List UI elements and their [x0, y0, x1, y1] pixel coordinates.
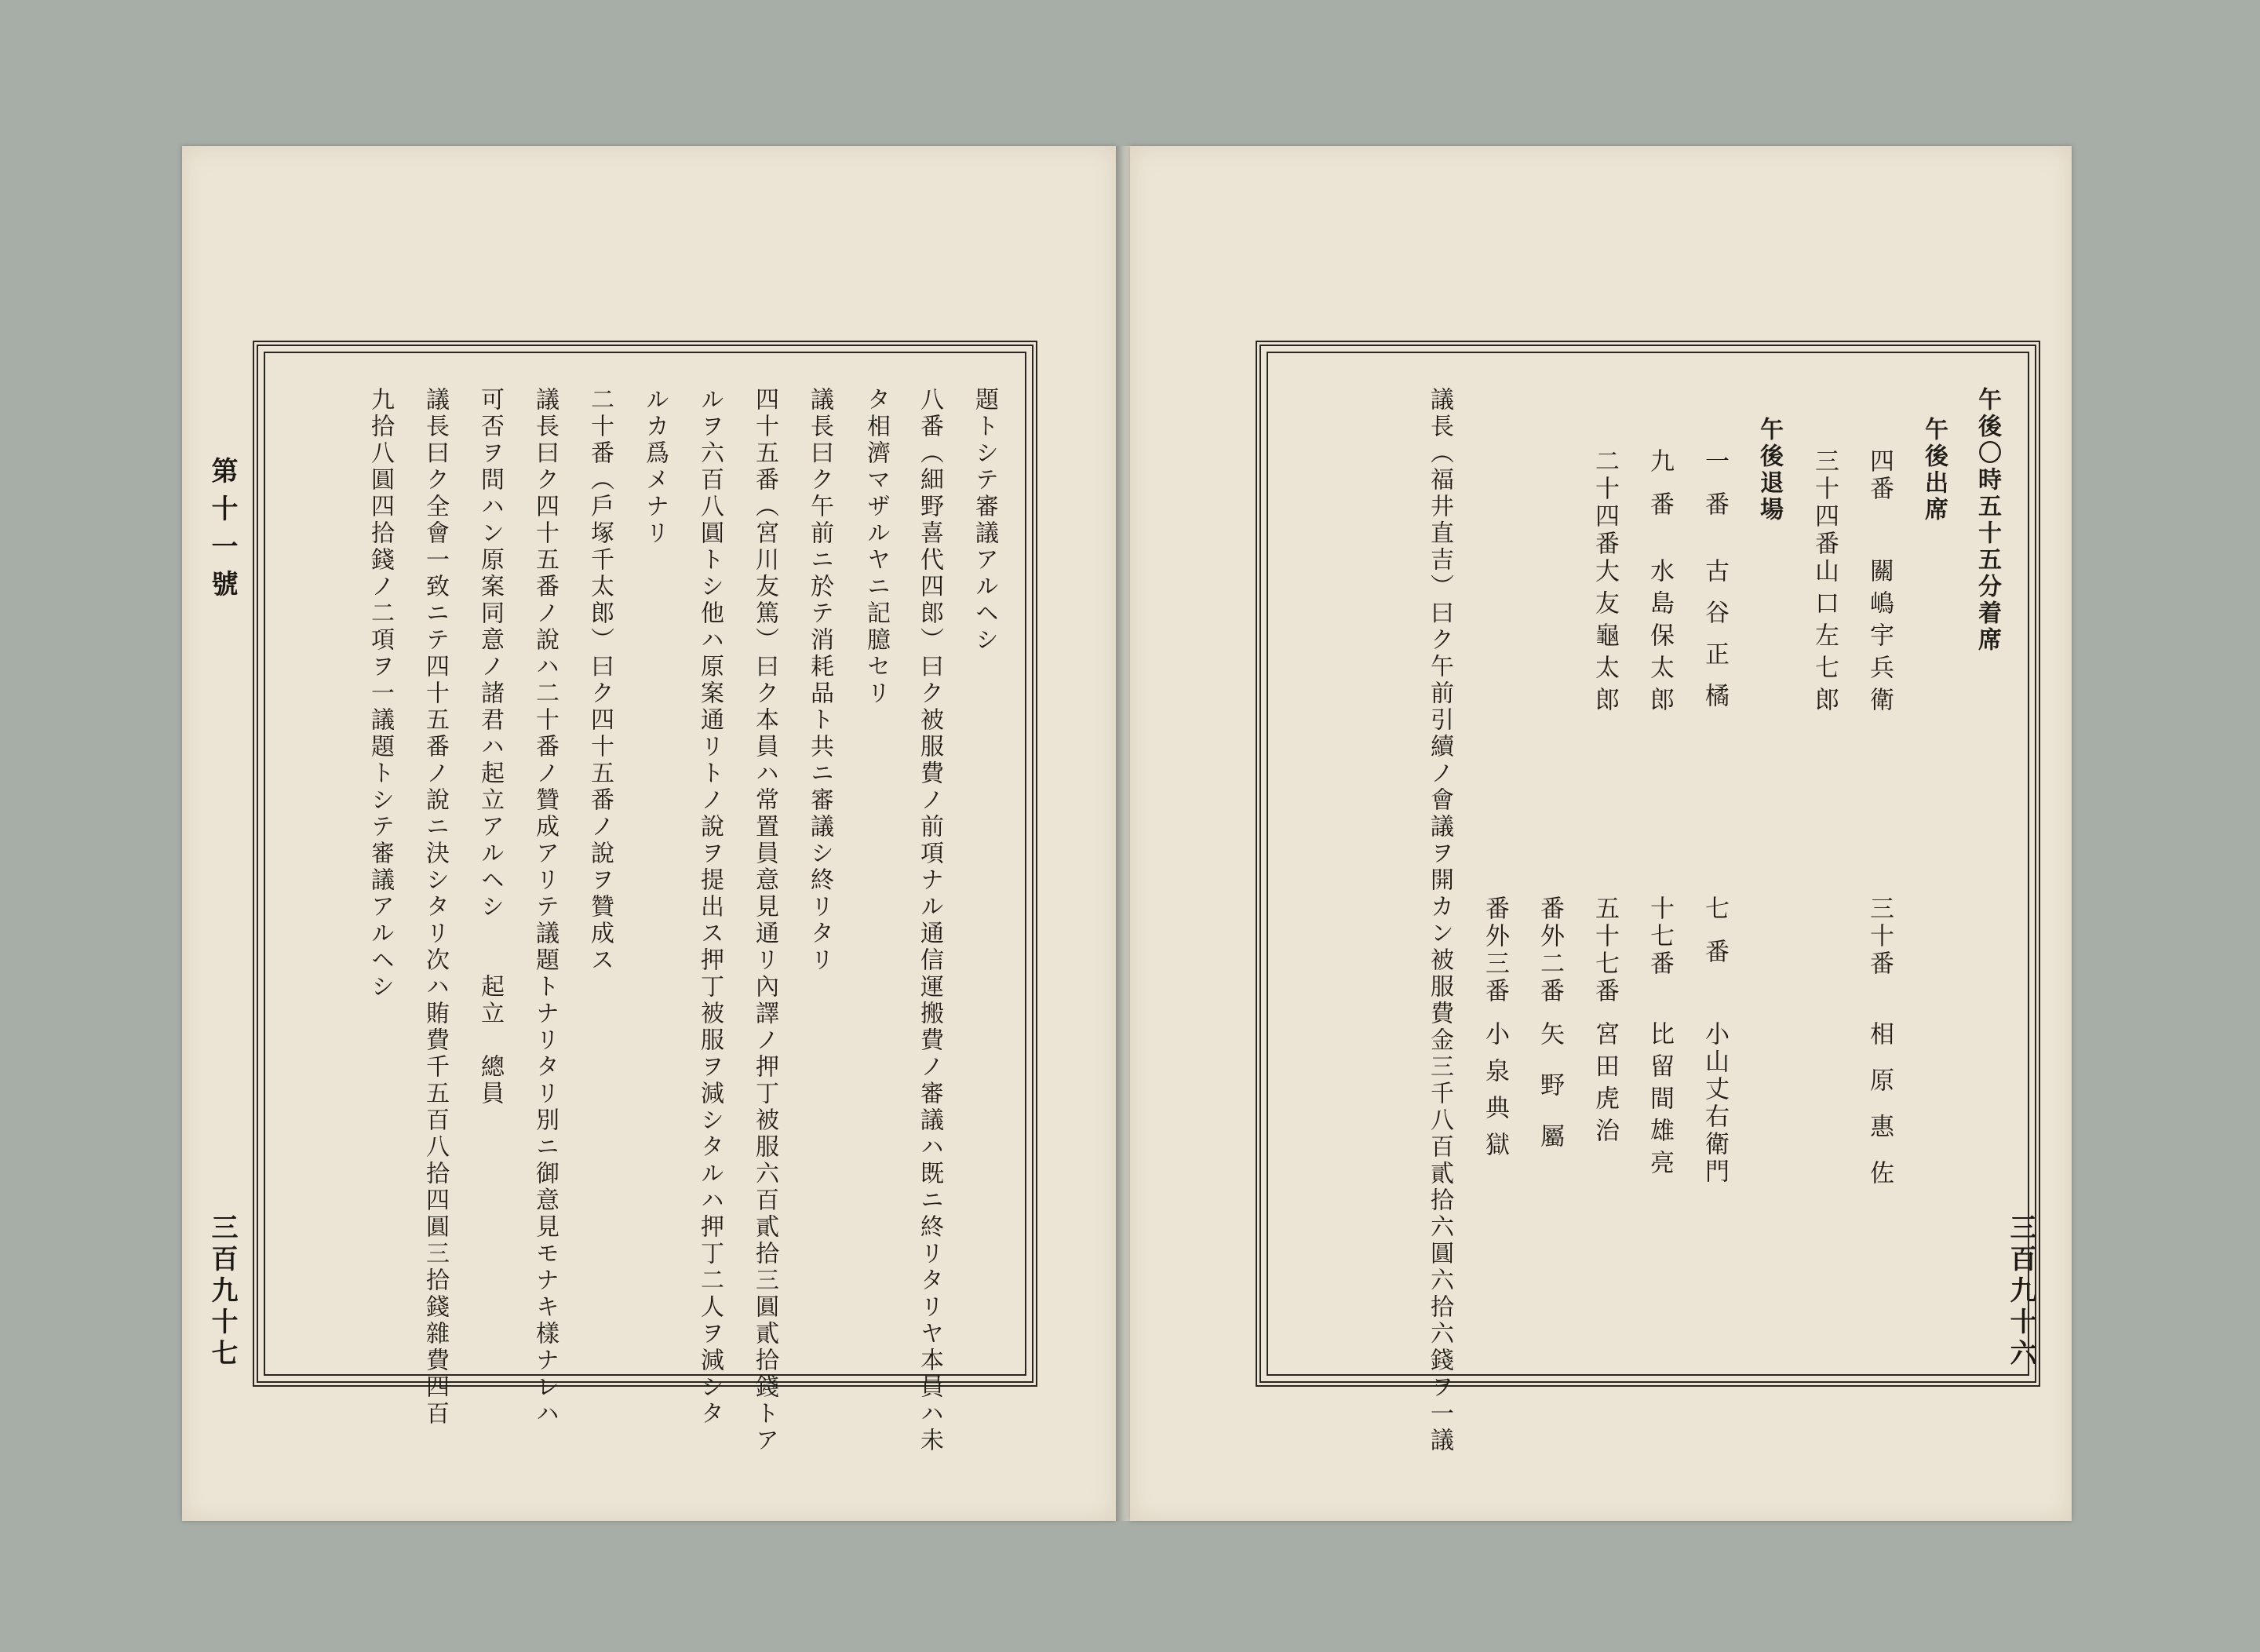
- text-line: ルカ爲メナリ: [641, 387, 669, 547]
- page-number: 三百九十七: [206, 1213, 238, 1370]
- member-number: 五十七番: [1591, 895, 1619, 1005]
- chairman-statement: 議長（福井直吉）曰ク午前引續ノ會議ヲ開カン被服費金三千八百貳拾六圓六拾六錢ヲ一議: [1426, 387, 1453, 1454]
- text-line: 議長曰ク午前ニ於テ消耗品ト共ニ審議シ終リタリ: [806, 387, 833, 974]
- right-page: [1130, 146, 2072, 1521]
- member-number: 一番: [1700, 448, 1729, 534]
- book-spine: [1116, 146, 1130, 1521]
- text-line: ルヲ六百八圓トシ他ハ原案通リトノ說ヲ提出ス押丁被服ヲ減シタルハ押丁二人ヲ減シタ: [696, 387, 724, 1428]
- member-name: 小山丈右衛門: [1700, 1021, 1729, 1186]
- margin-title: 第十一號: [206, 457, 238, 607]
- text-line: 議長曰ク四十五番ノ說ハ二十番ノ贊成アリテ議題トナリタリ別ニ御意見モナキ樣ナレハ: [531, 387, 559, 1428]
- page-number: 三百九十六: [2005, 1213, 2036, 1370]
- left-page: [182, 146, 1116, 1521]
- member-name: 宮田虎治: [1591, 1021, 1619, 1150]
- attendance-heading: 午後出席: [1920, 417, 1948, 523]
- text-line: 二十番（戶塚千太郎）曰ク四十五番ノ說ヲ贊成ス: [586, 387, 614, 974]
- member-name: 大友龜太郎: [1591, 558, 1619, 719]
- text-frame: [253, 341, 1037, 1454]
- text-line: 九拾八圓四拾錢ノ二項ヲ一議題トシテ審議アルヘシ: [366, 387, 394, 1001]
- member-number: 三十四番: [1810, 448, 1839, 558]
- member-name: 關嶋宇兵衛: [1865, 558, 1894, 719]
- member-number: 二十四番: [1591, 448, 1619, 558]
- text-line: 可否ヲ問ハン原案同意ノ諸君ハ起立アルヘシ 起立 總員: [476, 387, 504, 1107]
- member-number: 番外二番: [1536, 895, 1564, 1005]
- text-line: 議長曰ク全會一致ニテ四十五番ノ說ニ決シタリ次ハ賄費千五百八拾四圓三拾錢雜費四百: [421, 387, 449, 1428]
- member-number: 四番: [1865, 448, 1894, 503]
- member-name: 小泉典獄: [1481, 1021, 1509, 1169]
- member-number: 三十番: [1865, 895, 1894, 978]
- member-name: 古谷正橘: [1700, 558, 1729, 724]
- member-name: 山口左七郎: [1810, 558, 1839, 719]
- member-name: 水島保太郎: [1646, 558, 1674, 719]
- member-name: 矢野屬: [1536, 1021, 1564, 1174]
- session-time: 午後〇時五十五分着席: [1974, 387, 2001, 654]
- member-number: 七番: [1700, 895, 1729, 982]
- text-line: 八番（細野喜代四郎）曰ク被服費ノ前項ナル通信運搬費ノ審議ハ既ニ終リタリヤ本員ハ未: [916, 387, 943, 1454]
- member-name: 相原惠佐: [1865, 1021, 1894, 1206]
- leaving-heading: 午後退場: [1755, 417, 1783, 523]
- text-line: タ相濟マザルヤニ記臆セリ: [862, 387, 890, 707]
- text-frame: [1256, 341, 2040, 1454]
- member-number: 番外三番: [1481, 895, 1509, 1005]
- member-number: 九番: [1646, 448, 1674, 534]
- text-line: 四十五番（宮川友篤）曰ク本員ハ常置員意見通リ內譯ノ押丁被服六百貳拾三圓貳拾錢トア: [751, 387, 778, 1454]
- member-name: 比留間雄亮: [1646, 1021, 1674, 1182]
- member-number: 十七番: [1646, 895, 1674, 978]
- text-line: 題トシテ審議アルヘシ: [971, 387, 998, 654]
